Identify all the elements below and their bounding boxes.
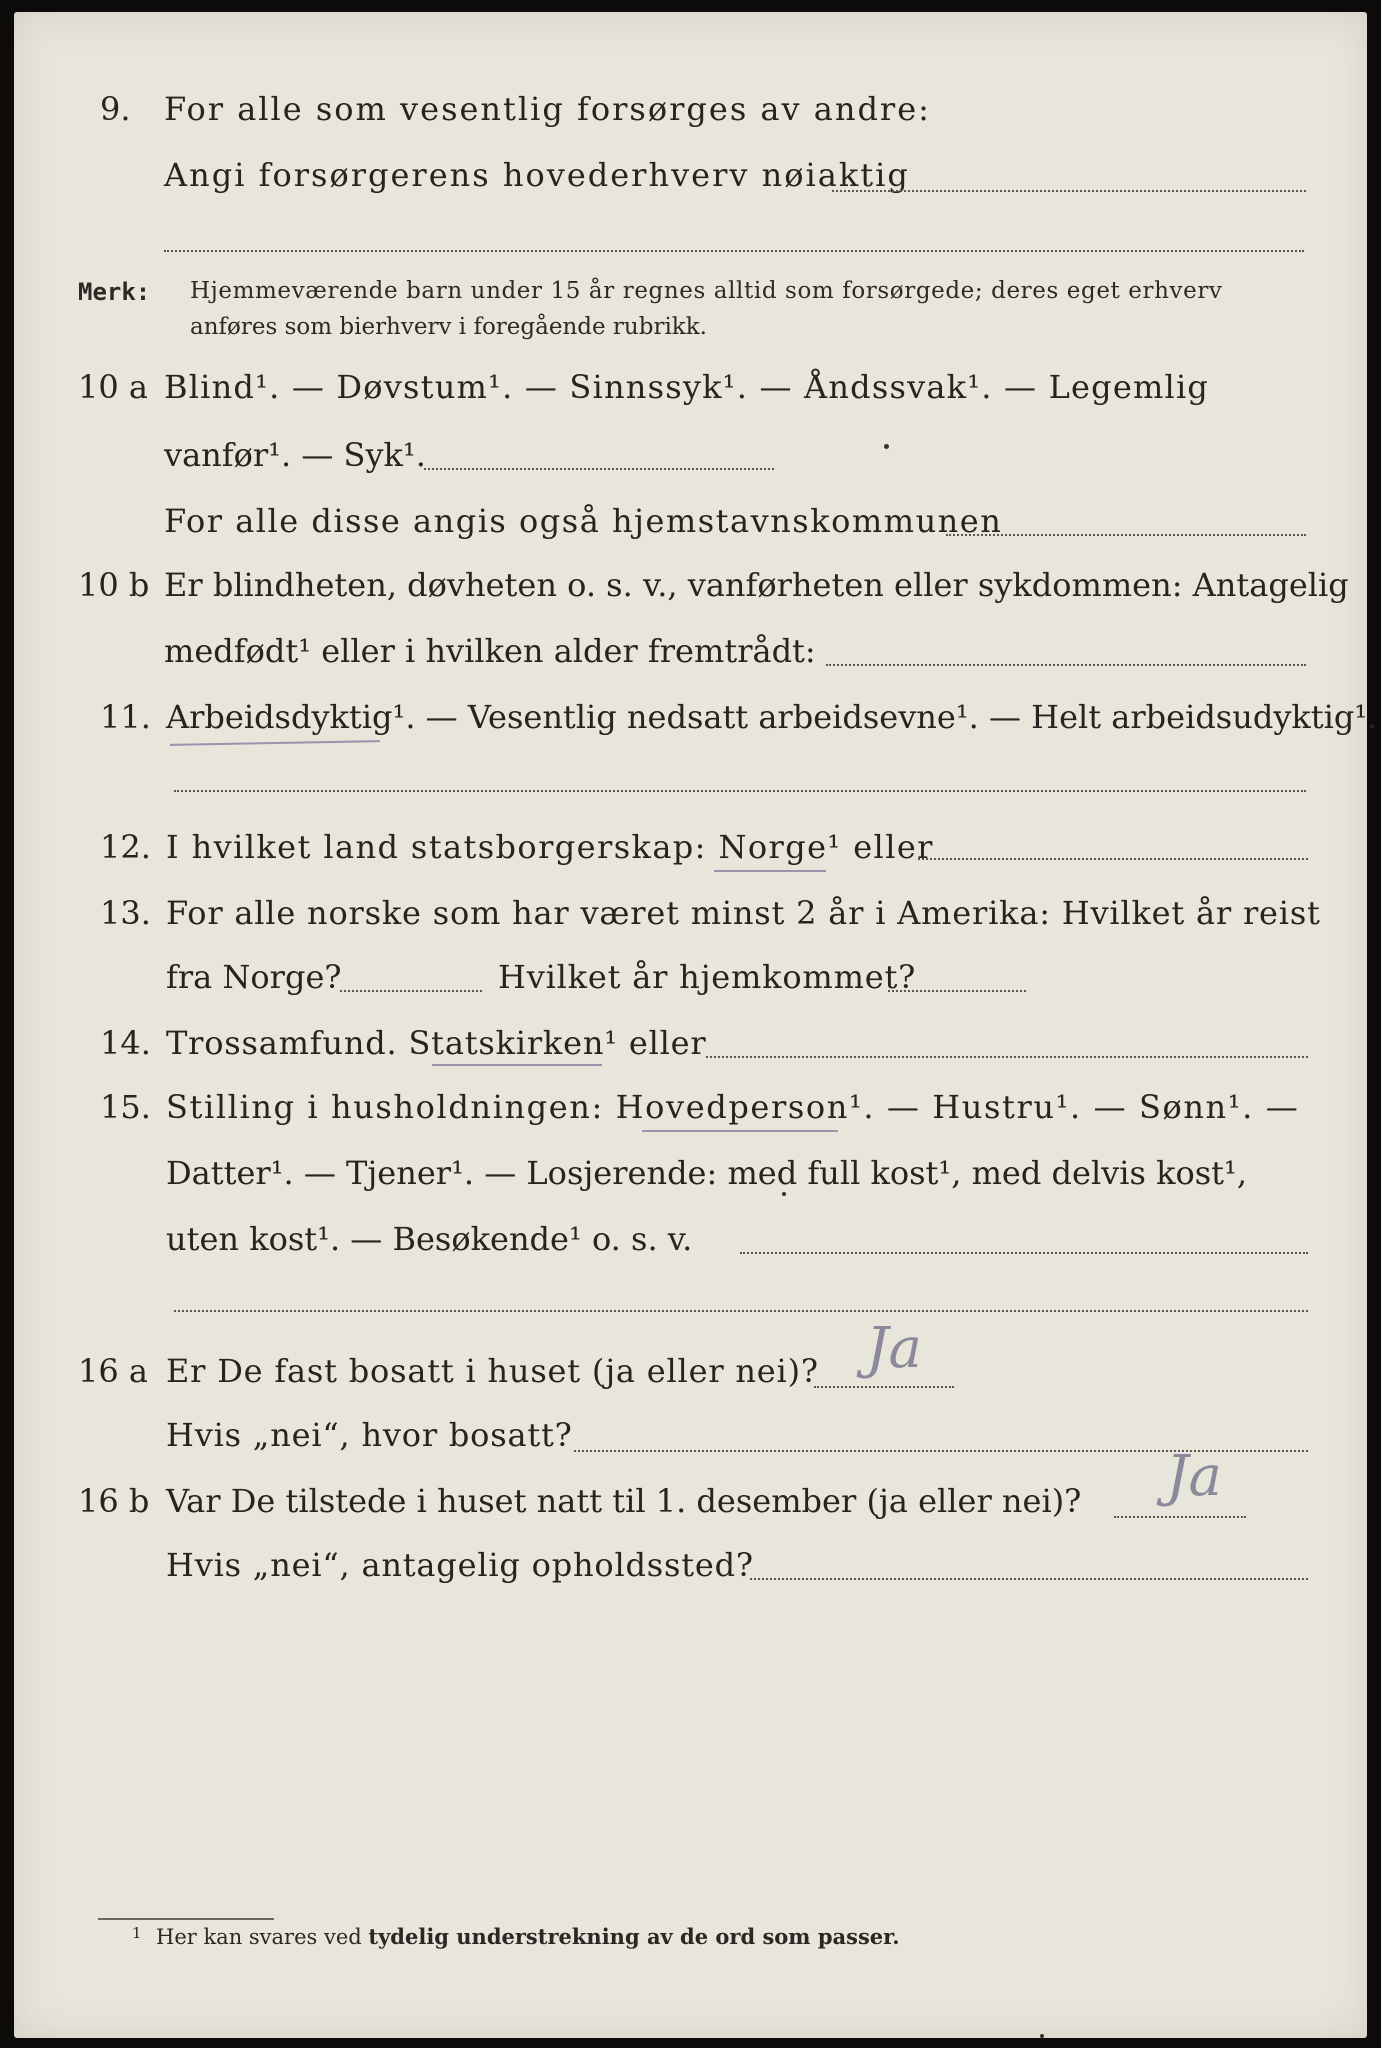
q9-number: 9. — [100, 90, 131, 128]
merk-label: Merk: — [78, 278, 151, 306]
footnote-text-a: Her kan svares ved — [156, 1925, 369, 1949]
footnote-text-b: tydelig understrekning av de ord som passer. — [368, 1924, 900, 1949]
q15-underline-hovedperson — [642, 1130, 838, 1132]
q15-answer-line-2[interactable] — [174, 1310, 1308, 1312]
q16a-line1: Er De fast bosatt i huset (ja eller nei)? — [166, 1352, 819, 1390]
q12-underline-norge — [714, 870, 826, 872]
q14-number: 14. — [100, 1024, 151, 1062]
q13-line1: For alle norske som har været minst 2 år i Amerika: Hvilket år reist — [166, 894, 1321, 932]
q10b-line1: Er blindheten, døvheten o. s. v., vanførheten eller sykdommen: Antagelig — [164, 566, 1349, 604]
q15-line3: uten kost¹. — Besøkende¹ o. s. v. — [166, 1220, 693, 1258]
q14-line1: Trossamfund. Statskirken¹ eller — [166, 1024, 707, 1062]
q12-answer-line[interactable] — [918, 858, 1308, 860]
q16b-number: 16 b — [78, 1482, 150, 1520]
q12-line1: I hvilket land statsborgerskap: Norge¹ eller — [166, 828, 934, 866]
q9-line2: Angi forsørgerens hovederhverv nøiaktig — [164, 156, 910, 194]
q10b-line2: medfødt¹ eller i hvilken alder fremtrådt: — [164, 632, 816, 670]
q13-hjemkommet-line[interactable] — [888, 990, 1026, 992]
q10a-hjemstavn-line[interactable] — [946, 534, 1306, 536]
q16b-answer-line[interactable] — [1114, 1516, 1246, 1518]
q16b-line2: Hvis „nei“, antagelig opholdssted? — [166, 1546, 754, 1584]
q16a-handwritten-answer: Ja — [866, 1316, 922, 1381]
q11-line1: Arbeidsdyktig¹. — Vesentlig nedsatt arbeidsevne¹. — Helt arbeidsudyktig¹. — [166, 698, 1378, 736]
q11-underline-arbeidsdyktig — [170, 740, 380, 746]
q10a-line3: For alle disse angis også hjemstavnskommunen — [164, 502, 1003, 540]
q15-answer-line[interactable] — [740, 1252, 1308, 1254]
q13-line2b: Hvilket år hjemkommet? — [498, 958, 917, 996]
footnote-marker: 1 — [132, 1924, 142, 1942]
footnote-rule — [98, 1918, 274, 1920]
q9-answer-line-2[interactable] — [164, 250, 1304, 252]
q14-answer-line[interactable] — [706, 1056, 1308, 1058]
q10a-number: 10 a — [78, 368, 148, 406]
q13-reist-line[interactable] — [340, 990, 482, 992]
merk-line1: Hjemmeværende barn under 15 år regnes alltid som forsørgede; deres eget erhverv — [190, 278, 1223, 304]
footnote-text — [156, 1924, 900, 1949]
ink-speck-2 — [782, 1192, 786, 1196]
q15-line2: Datter¹. — Tjener¹. — Losjerende: med full kost¹, med delvis kost¹, — [166, 1154, 1248, 1192]
q10b-answer-line[interactable] — [826, 664, 1306, 666]
q13-number: 13. — [100, 894, 151, 932]
q11-answer-line[interactable] — [174, 790, 1306, 792]
q16b-opholdssted-line[interactable] — [750, 1578, 1308, 1580]
q13-line2a: fra Norge? — [166, 958, 342, 996]
q10a-answer-line[interactable] — [424, 468, 774, 470]
q12-number: 12. — [100, 828, 151, 866]
census-form-page — [14, 12, 1378, 2038]
q16b-handwritten-answer: Ja — [1166, 1444, 1222, 1509]
q16a-number: 16 a — [78, 1352, 148, 1390]
q15-number: 15. — [100, 1088, 151, 1126]
q10a-line2: vanfør¹. — Syk¹. — [164, 436, 426, 474]
q14-underline-statskirken — [432, 1064, 602, 1066]
q9-line1: For alle som vesentlig forsørges av andre: — [164, 90, 931, 128]
q11-number: 11. — [100, 698, 151, 736]
q10a-line1: Blind¹. — Døvstum¹. — Sinnssyk¹. — Åndssvak¹. — Legemlig — [164, 368, 1210, 406]
ink-speck — [884, 444, 889, 449]
q15-line1: Stilling i husholdningen: Hovedperson¹. — Hustru¹. — Sønn¹. — — [166, 1088, 1300, 1126]
merk-line2: anføres som bierhverv i foregående rubrikk. — [190, 314, 707, 340]
q16a-answer-line[interactable] — [814, 1386, 954, 1388]
ink-speck-3 — [1040, 2034, 1044, 2038]
q16b-line1: Var De tilstede i huset natt til 1. desember (ja eller nei)? — [166, 1482, 1082, 1520]
q10b-number: 10 b — [78, 566, 150, 604]
q16a-line2: Hvis „nei“, hvor bosatt? — [166, 1416, 573, 1454]
q9-answer-line[interactable] — [832, 190, 1306, 192]
